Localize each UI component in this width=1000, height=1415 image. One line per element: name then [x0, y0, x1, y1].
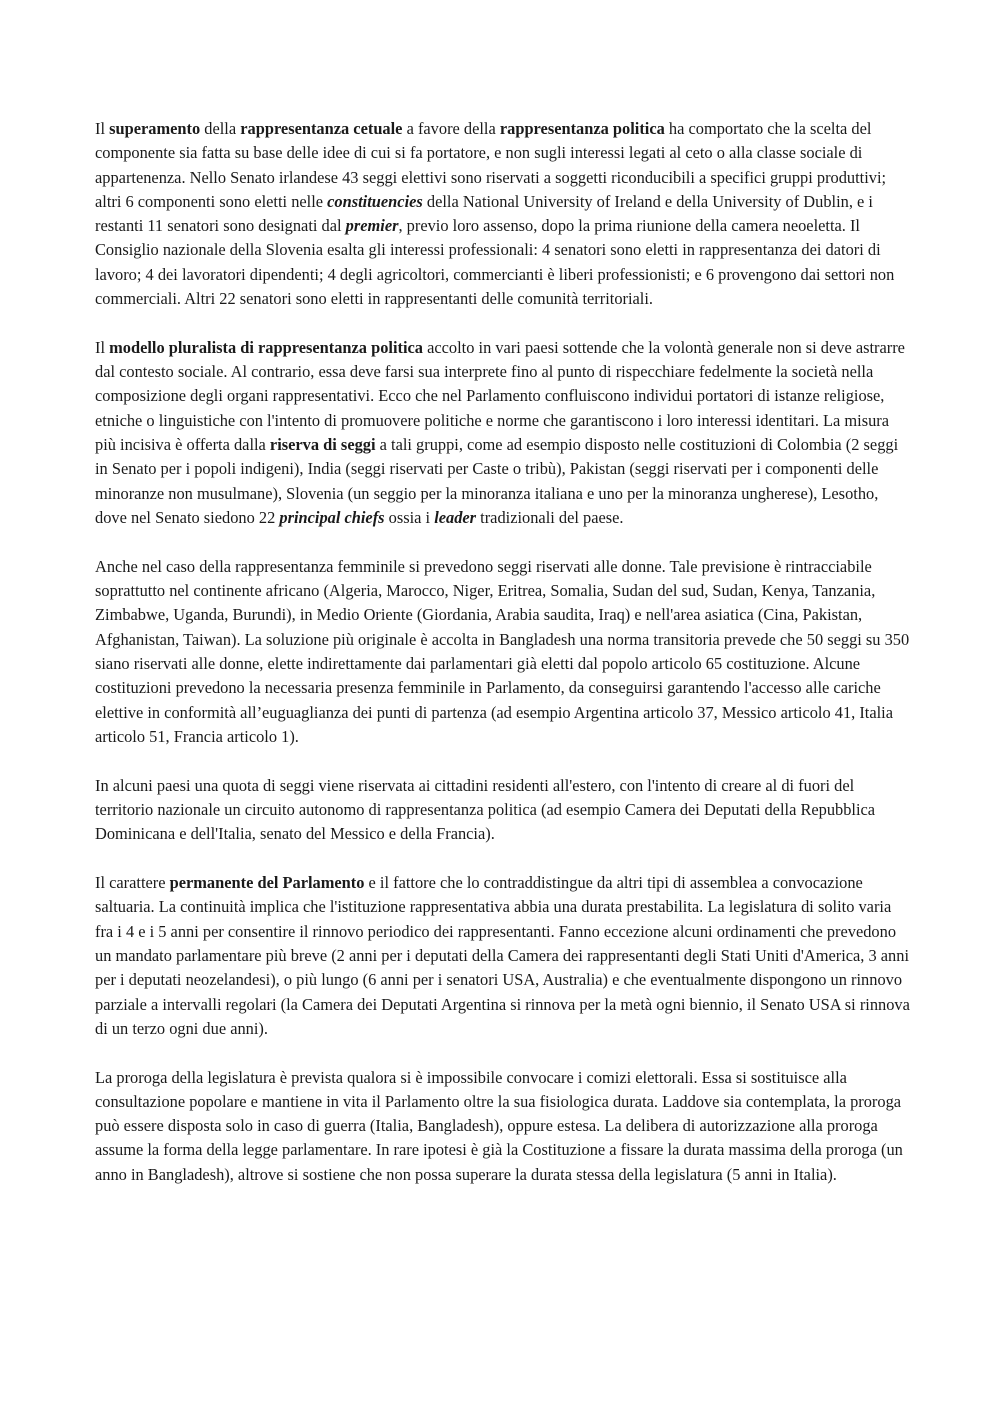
text-run: Anche nel caso della rappresentanza femminile si prevedono seggi riservati alle donne. Tale previsione è rintracciabile soprattutto nel continente africano (Algeria, Marocco, Niger, Eritrea, Somalia, Sudan del sud, Sudan, Kenya, Tanzania, Zimbabwe, Uganda, Burundi), in Medio Oriente (Giordania, Arabia saudita, Iraq) e nell'area asiatica (Cina, Pakistan, Afghanistan, Taiwan). La soluzione più originale è accolta in Bangladesh una norma transitoria prevede che 50 seggi su 350 siano riservati alle donne, elette indirettamente dai parlamentari già eletti dal popolo articolo 65 costituzione. Alcune costituzioni prevedono la necessaria presenza femminile in Parlamento, da conseguirsi garantendo l'accesso alle cariche elettive in conformità all’euguaglianza dei punti di partenza (ad esempio Argentina articolo 37, Messico articolo 41, Italia articolo 51, Francia articolo 1). [95, 556, 910, 746]
text-run: a favore della [402, 119, 500, 138]
bold-text-run: modello pluralista di rappresentanza politica [109, 337, 423, 357]
text-run: Il [95, 337, 110, 357]
bold-italic-text-run: leader [434, 507, 477, 527]
paragraph-4 [95, 774, 910, 847]
text-run: ossia i [384, 507, 435, 527]
text-run: ha comportato che la scelta del componente sia fatta su base delle idee di cui si fa portatore, e non sugli interessi legati al ceto o alla classe sociale di appartenenza. Nello Senato irlandese 43 seggi elettivi sono riservati a soggetti riconducibili a specifici gruppi produttivi; altri 6 componenti sono eletti nelle [95, 119, 887, 211]
text-run: La proroga della legislatura è prevista qualora si è impossibile convocare i comizi elettorali. Essa si sostituisce alla consultazione popolare e mantiene in vita il Parlamento oltre la sua fisiologica durata. Laddove sia contemplata, la proroga può essere disposta solo in caso di guerra (Italia, Bangladesh), oppure estesa. La delibera di autorizzazione alla proroga assume la forma della legge parlamentare. In rare ipotesi è già la Costituzione a fissare la durata massima della proroga (un anno in Bangladesh), altrove si sostiene che non possa superare la durata stessa della legislatura (5 anni in Italia). [95, 1067, 903, 1184]
text-run: a tali gruppi, come ad esempio disposto nelle costituzioni di Colombia (2 seggi in Senato per i popoli indigeni), India (seggi riservati per Caste o tribù), Pakistan (seggi riservati per i componenti delle minoranze non musulmane), Slovenia (un seggio per la minoranza italiana e uno per la minoranza ungherese), Lesotho, dove nel Senato siedono 22 [95, 435, 899, 527]
bold-text-run: rappresentanza cetuale [240, 119, 403, 138]
bold-text-run: superamento [109, 119, 201, 138]
text-run: della [200, 119, 241, 138]
paragraph-2 [95, 336, 910, 530]
paragraph-5 [95, 871, 910, 1041]
paragraph-6 [95, 1066, 910, 1187]
text-run: , previo loro assenso, dopo la prima riunione della camera neoeletta. Il Consiglio nazionale della Slovenia esalta gli interessi professionali: 4 senatori sono eletti in rappresentanza dei datori di lavoro; 4 dei lavoratori dipendenti; 4 degli agricoltori, commercianti è liberi professionisti; e 6 provengono dai settori non commerciali. Altri 22 senatori sono eletti in rappresentanti delle comunità territoriali. [95, 216, 895, 309]
paragraph-3 [95, 555, 910, 749]
bold-italic-text-run: principal chiefs [279, 507, 385, 527]
text-run: della National University of Ireland e della University of Dublin, e i restanti 11 senatori sono designati dal [95, 191, 873, 236]
text-run: e il fattore che lo contraddistingue da altri tipi di assemblea a convocazione saltuaria. La continuità implica che l'istituzione rappresentativa abbia una durata prestabilita. La legislatura di solito varia fra i 4 e i 5 anni per consentire il rinnovo periodico dei rappresentanti. Fanno eccezione alcuni ordinamenti che prevedono un mandato parlamentare più breve (2 anni per i deputati della Camera dei rappresentanti degli Stati Uniti d'America, 3 anni per i deputati neozelandesi), o più lungo (6 anni per i senatori USA, Australia) e che eventualmente dispongono un rinnovo parziale a intervalli regolari (la Camera dei Deputati Argentina si rinnova per la metà ogni biennio, il Senato USA si rinnova di un terzo ogni due anni). [95, 873, 910, 1038]
paragraph-1 [95, 117, 910, 311]
document-page [95, 117, 910, 1212]
text-run: tradizionali del paese. [476, 507, 624, 527]
bold-text-run: permanente del Parlamento [169, 873, 365, 893]
text-run: Il carattere [95, 873, 170, 893]
text-run: In alcuni paesi una quota di seggi viene riservata ai cittadini residenti all'estero, con l'intento di creare al di fuori del territorio nazionale un circuito autonomo di rappresentanza politica (ad esempio Camera dei Deputati della Repubblica Dominicana e dell'Italia, senato del Messico e della Francia). [95, 775, 876, 844]
text-run: Il [95, 119, 110, 138]
bold-text-run: riserva di seggi [269, 435, 376, 455]
bold-text-run: rappresentanza politica [499, 119, 665, 138]
bold-italic-text-run: constituencies [327, 191, 423, 211]
text-run: accolto in vari paesi sottende che la volontà generale non si deve astrarre dal contesto sociale. Al contrario, essa deve farsi sua interprete fino al punto di rispecchiare fedelmente la società nella composizione degli organi rappresentativi. Ecco che nel Parlamento confluiscono individui portatori di istanze religiose, etniche o linguistiche con l'intento di promuovere politiche e norme che garantiscono i loro interessi identitari. La misura più incisiva è offerta dalla [95, 337, 905, 455]
bold-italic-text-run: premier [345, 216, 399, 236]
